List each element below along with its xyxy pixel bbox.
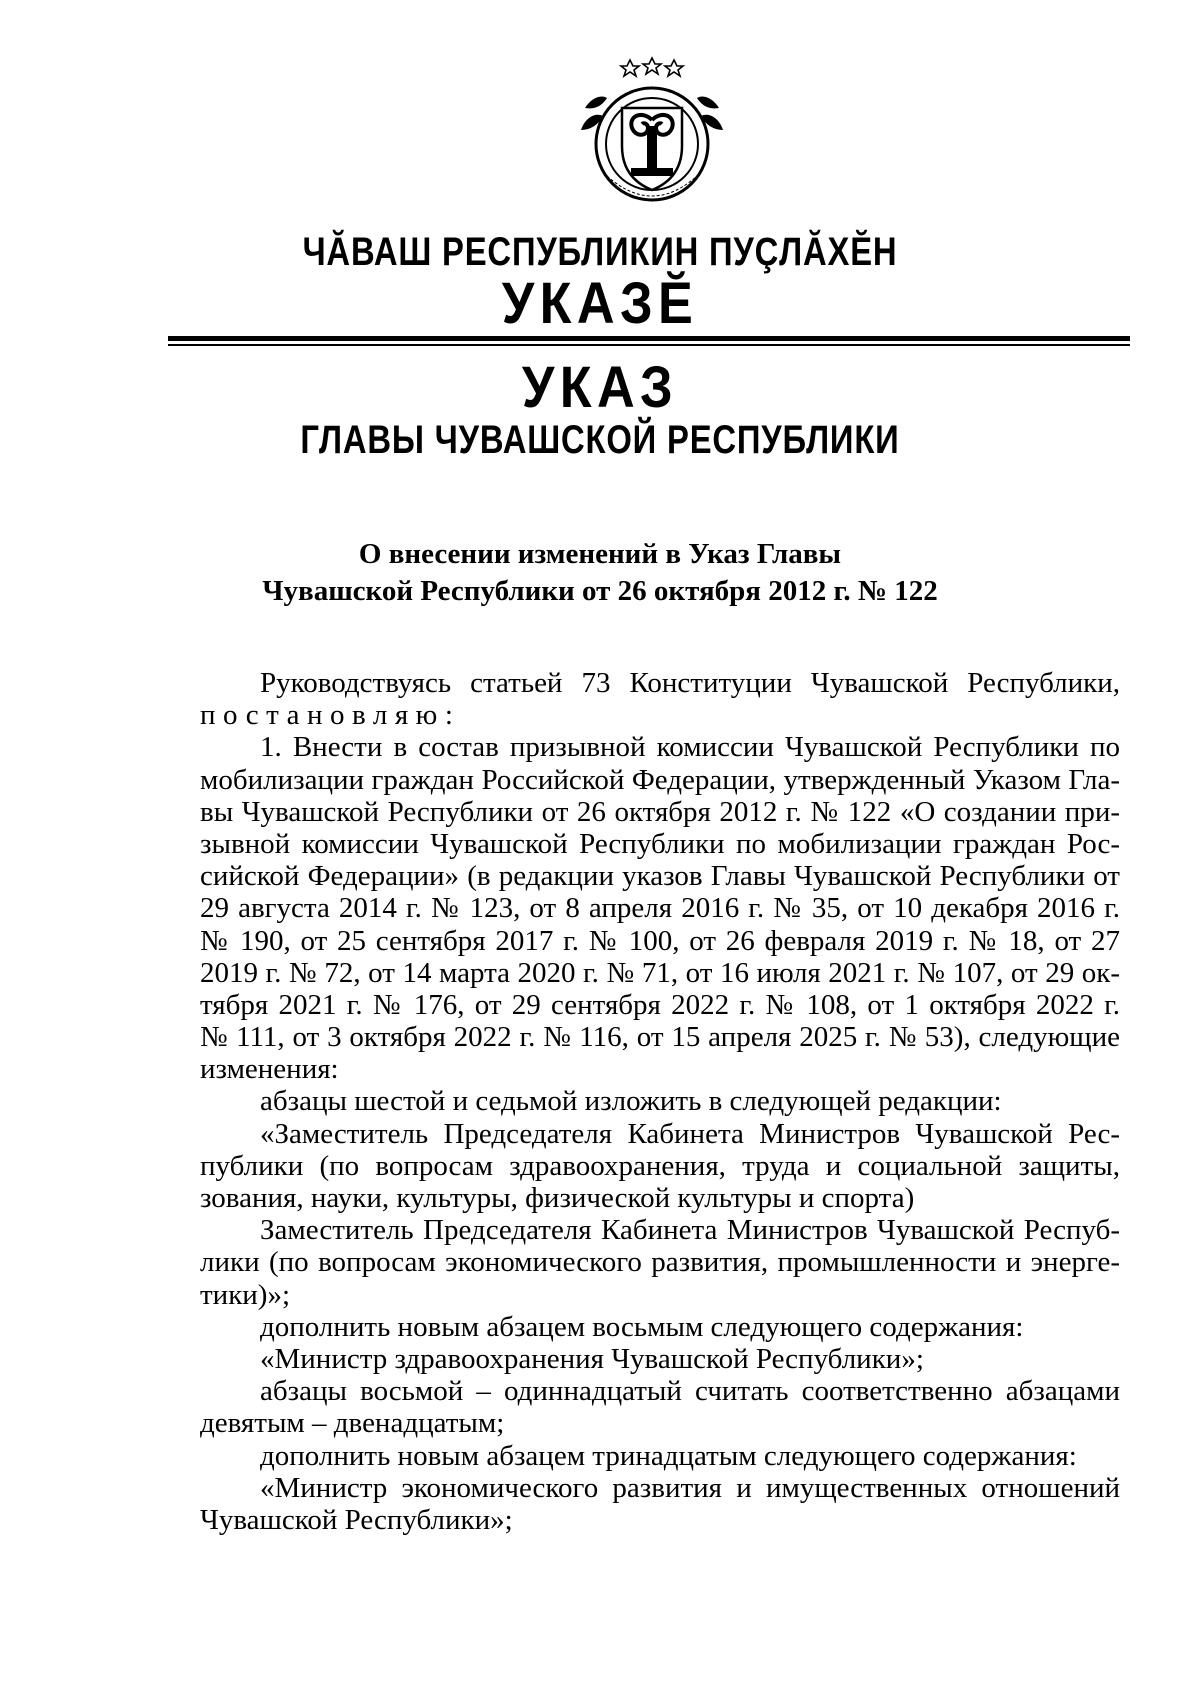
body-line: абзацы восьмой – одиннадцатый считать соответственно абзацами	[260, 1375, 1120, 1408]
body-line: тики)»;	[200, 1278, 291, 1311]
body-line: мобилизации граждан Российской Федерации, утвержденный Указом Гла-	[200, 763, 1120, 796]
body-line: «Министр здравоохранения Чувашской Республики»;	[260, 1342, 924, 1375]
title-line: Чувашской Республики от 26 октября 2012 г. № 122	[262, 575, 938, 607]
body-line: Чувашской Республики»;	[200, 1503, 513, 1536]
body-line: девятым – двенадцатым;	[200, 1407, 505, 1440]
header-russian-authority: ГЛАВЫ ЧУВАШСКОЙ РЕСПУБЛИКИ	[300, 418, 900, 462]
body-line: дополнить новым абзацем восьмым следующего содержания:	[260, 1310, 1024, 1343]
body-line: дополнить новым абзацем тринадцатым следующего содержания:	[260, 1439, 1077, 1472]
body-line: Заместитель Председателя Кабинета Министров Чувашской Респуб-	[260, 1214, 1120, 1247]
body-line: «Министр экономического развития и имущественных отношений	[260, 1471, 1120, 1504]
body-line: сийской Федерации» (в редакции указов Главы Чувашской Республики от	[200, 860, 1120, 893]
body-line: Руководствуясь статьей 73 Конституции Чувашской Республики,	[260, 667, 1120, 699]
document-title	[150, 536, 1050, 610]
coat-of-arms-icon	[567, 56, 737, 204]
body-line: зования, науки, культуры, физической культуры и спорта)	[200, 1182, 915, 1214]
body-line: № 190, от 25 сентября 2017 г. № 100, от 26 февраля 2019 г. № 18, от 27	[200, 924, 1120, 957]
body-line: лики (по вопросам экономического развития, промышленности и энерге-	[200, 1246, 1120, 1279]
body-line: «Заместитель Председателя Кабинета Министров Чувашской Рес-	[260, 1117, 1120, 1150]
header-chuvash-decree: УКАЗĔ	[501, 271, 699, 336]
body-line: 29 августа 2014 г. № 123, от 8 апреля 2016 г. № 35, от 10 декабря 2016 г.	[200, 892, 1120, 925]
header-divider-thin	[168, 344, 1130, 346]
body-line: зывной комиссии Чувашской Республики по мобилизации граждан Рос-	[200, 827, 1120, 860]
header-russian-decree: УКАЗ	[521, 355, 679, 420]
body-line: постановляю:	[200, 699, 461, 732]
header-divider	[168, 336, 1130, 341]
title-line: О внесении изменений в Указ Главы	[358, 538, 842, 570]
body-line: 2019 г. № 72, от 14 марта 2020 г. № 71, от 16 июля 2021 г. № 107, от 29 ок-	[200, 956, 1120, 989]
document-body	[200, 667, 1120, 1536]
body-line: публики (по вопросам здравоохранения, труда и социальной защиты,	[200, 1149, 1120, 1182]
body-line: изменения:	[200, 1053, 339, 1086]
body-line: 1. Внести в состав призывной комиссии Чувашской Республики по	[260, 731, 1120, 764]
body-line: абзацы шестой и седьмой изложить в следующей редакции:	[260, 1085, 1002, 1118]
header-chuvash-authority: ЧĂВАШ РЕСПУБЛИКИН ПУÇЛĂХĔН	[302, 230, 898, 274]
body-line: № 111, от 3 октября 2022 г. № 116, от 15 апреля 2025 г. № 53), следующие	[200, 1021, 1120, 1054]
body-line: вы Чувашской Республики от 26 октября 2012 г. № 122 «О создании при-	[200, 795, 1120, 828]
body-line: тября 2021 г. № 176, от 29 сентября 2022 г. № 108, от 1 октября 2022 г.	[200, 988, 1120, 1021]
